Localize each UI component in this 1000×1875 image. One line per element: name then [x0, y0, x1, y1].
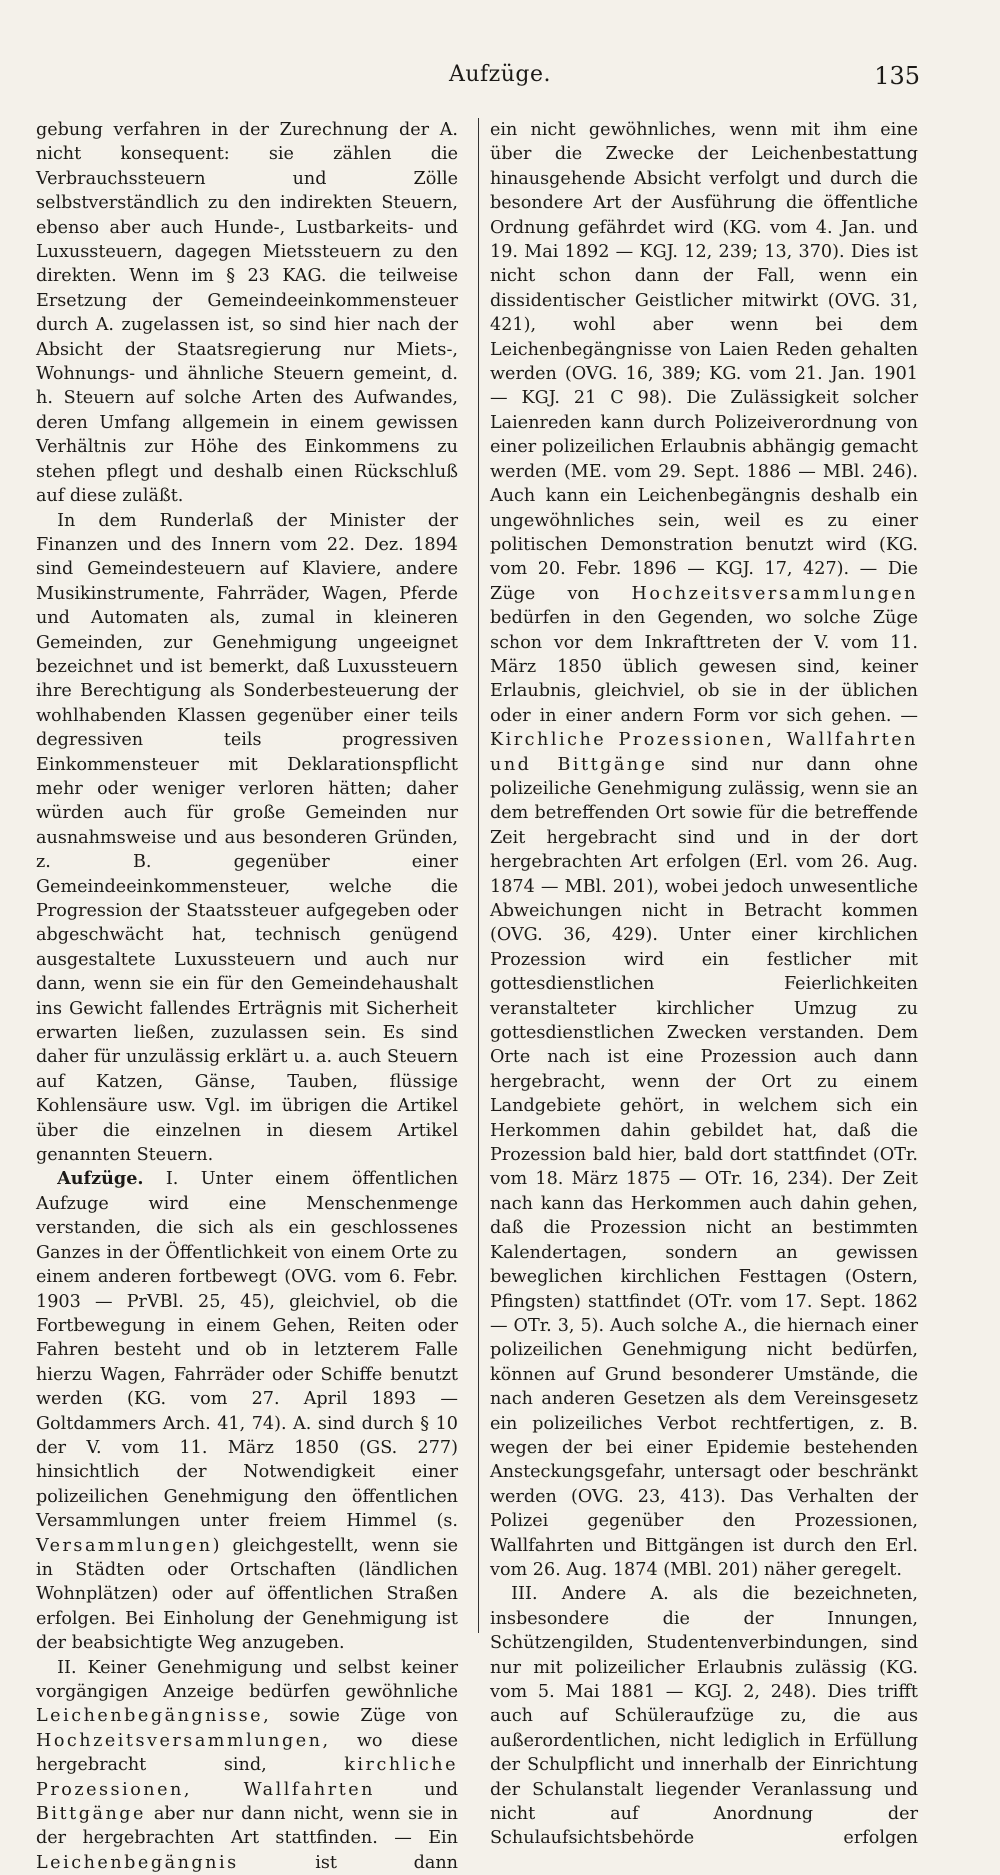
- paragraph-aufzuege-iii: III. Andere A. als die bezeichneten, insbesondere die der Innungen, Schützengilden, Studentenverbindungen, sind nur mit polizeilicher Erlaubnis zulässig (KG. vom 5. Mai 1881 — KGJ. 2, 248). Dies trifft auch auf Schüleraufzüge zu, die aus außerordentlichen, nicht lediglich in Erfüllung der Schulpflicht und innerhalb der Einrichtung der Schulanstalt liegender Veranlassung und nicht auf Anordnung der Schulaufsichtsbehörde erfolgen: [490, 1584, 918, 1849]
- spaced-term: kirchliche Prozessionen, Wallfahrten: [36, 1755, 458, 1800]
- text-segment: , sowie Züge von: [263, 1706, 458, 1727]
- text-segment: ) gleichgestellt, wenn sie in Städten oder Ortschaften (ländlichen Wohnplätzen) oder auf öffentlichen Straßen erfolgen. Bei Einholung der Genehmigung ist der beabsichtigte Weg anzugeben.: [36, 1535, 458, 1654]
- entry-heading: Aufzüge.: [57, 1168, 144, 1190]
- text-segment: , wo diese hergebracht sind,: [36, 1730, 458, 1776]
- spaced-term: Leichenbegängnis: [36, 1852, 239, 1873]
- text-segment: II. Keiner Genehmigung und selbst keiner vorgängigen Anzeige bedürfen gewöhnliche: [36, 1657, 458, 1702]
- paragraph-luxury-tax-continuation: gebung verfahren in der Zurechnung der A. nicht konsequent: sie zählen die Verbrauchssteuern und Zölle selbstverständlich zu den indirekten Steuern, ebenso aber auch Hunde-, Lustbarkeits- und Luxussteuern, dagegen Mietssteuern zu den direkten. Wenn im § 23 KAG. die teilweise Ersetzung der Gemeindeeinkommensteuer durch A. zugelassen ist, so sind hier nach der Absicht der Staatsregierung nur Miets-, Wohnungs- und ähnliche Steuern gemeint, d. h. Steuern auf solche Arten des Aufwandes, deren Umfang allgemein in einem gewissen Verhältnis zur Höhe des Einkommens zu stehen pflegt und deshalb einen Rückschluß auf diese zuläßt.: [36, 120, 458, 507]
- page-number: 135: [874, 62, 920, 90]
- text-segment: ein nicht gewöhnliches, wenn mit ihm eine über die Zwecke der Leichenbestattung hinausgehende Absicht verfolgt und durch die besondere Art der Ausführung die öffentliche Ordnung gefährdet wird (KG. vom 4. Jan. und 19. Mai 1892 — KGJ. 12, 239; 13, 370). Dies ist nicht schon dann der Fall, wenn ein dissidentischer Geistlicher mitwirkt (OVG. 31, 421), wohl aber wenn bei dem Leichenbegängnisse von Laien Reden gehalten werden (OVG. 16, 389; KG. vom 21. Jan. 1901 — KGJ. 21 C 98). Die Zulässigkeit solcher Laienreden kann durch Polizeiverordnung von einer polizeilichen Erlaubnis abhängig gemacht werden (ME. vom 29. Sept. 1886 — MBl. 246). Auch kann ein Leichenbegängnis deshalb ein ungewöhnliches sein, weil es zu einer politischen Demonstration benutzt wird (KG. vom 20. Febr. 1896 — KGJ. 17, 427). — Die Züge von: [490, 120, 918, 604]
- text-segment: sind nur dann ohne polizeiliche Genehmigung zulässig, wenn sie an dem betreffenden Ort sowie für die betreffende Zeit hergebracht sind und in der dort hergebrachten Art erfolgen (Erl. vom 26. Aug. 1874 — MBl. 201), wobei jedoch unwesentliche Abweichungen nicht in Betracht kommen (OVG. 36, 429). Unter einer kirchlichen Prozession wird ein festlicher mit gottesdienstlichen Feierlichkeiten veranstalteter kirchlicher Umzug zu gottesdienstlichen Zwecken verstanden. Dem Orte nach ist eine Prozession auch dann hergebracht, wenn der Ort zu einem Landgebiete gehört, in welchem sich ein Herkommen dahin gebildet hat, daß die Prozession bald hier, bald dort stattfindet (OTr. vom 18. März 1875 — OTr. 16, 234). Der Zeit nach kann das Herkommen auch dahin gehen, daß die Prozession nicht an bestimmten Kalendertagen, sondern an gewissen beweglichen kirchlichen Festtagen (Ostern, Pfingsten) stattfindet (OTr. vom 17. Sept. 1862 — OTr. 3, 5). Auch solche A., die hiernach einer polizeilichen Genehmigung nicht bedürfen, können auf Grund besonderer Umstände, die nach anderen Gesetzen als dem Vereinsgesetz ein polizeiliches Verbot rechtfertigen, z. B. wegen der bei einer Epidemie bestehenden Ansteckungsgefahr, untersagt oder beschränkt werden (OVG. 23, 413). Das Verhalten der Polizei gegenüber den Prozessionen, Wallfahrten und Bittgängen ist durch den Erl. vom 26. Aug. 1874 (MBl. 201) näher geregelt.: [490, 754, 918, 1580]
- paragraph-runderlass: In dem Runderlaß der Minister der Finanzen und des Innern vom 22. Dez. 1894 sind Gemeindesteuern auf Klaviere, andere Musikinstrumente, Fahrräder, Wagen, Pferde und Automaten als, zumal in kleineren Gemeinden, zur Genehmigung ungeeignet bezeichnet und ist bemerkt, daß Luxussteuern ihre Berechtigung als Sonderbesteuerung der wohlhabenden Klassen gegenüber einer teils degressiven teils progressiven Einkommensteuer mit Deklarationspflicht mehr oder weniger verloren hätten; daher würden auch für große Gemeinden nur ausnahmsweise und aus besonderen Gründen, z. B. gegenüber einer Gemeindeeinkommensteuer, welche die Progression der Staatssteuer aufgegeben oder abgeschwächt hat, technisch genügend ausgestaltete Luxussteuern und auch nur dann, wenn sie ein für den Gemeindehaushalt ins Gewicht fallendes Erträgnis mit Sicherheit erwarten ließen, zuzulassen sein. Es sind daher für unzulässig erklärt u. a. auch Steuern auf Katzen, Gänse, Tauben, flüssige Kohlensäure usw. Vgl. im übrigen die Artikel über die einzelnen in diesem Artikel genannten Steuern.: [36, 510, 458, 1166]
- text-segment: und: [424, 1779, 458, 1800]
- spaced-term: Versammlungen: [36, 1535, 213, 1556]
- left-column: [36, 118, 458, 1875]
- spaced-term: Hochzeitsversammlungen: [631, 583, 918, 604]
- text-segment: I. Unter einem öffentlichen Aufzuge wird eine Menschenmenge verstanden, die sich als ein geschlossenes Ganzes in der Öffentlichkeit von einem Orte zu einem anderen fortbewegt (OVG. vom 6. Febr. 1903 — PrVBl. 25, 45), gleichviel, ob die Fortbewegung in einem Gehen, Reiten oder Fahren besteht und ob in letzterem Falle hierzu Wagen, Fahrräder oder Schiffe benutzt werden (KG. vom 27. April 1893 — Goltdammers Arch. 41, 74). A. sind durch § 10 der V. vom 11. März 1850 (GS. 277) hinsichtlich der Notwendigkeit einer polizeilichen Genehmigung den öffentlichen Versammlungen unter freiem Himmel (s.: [36, 1169, 458, 1532]
- spaced-term: Leichenbegängnisse: [36, 1706, 264, 1727]
- spaced-term: Bittgänge: [36, 1804, 146, 1825]
- paragraph-aufzuege-i: [36, 1167, 458, 1655]
- paragraph-aufzuege-ii: [36, 1656, 458, 1875]
- text-segment: bedürfen in den Gegenden, wo solche Züge schon vor dem Inkrafttreten der V. vom 11. März 1850 üblich gewesen sind, keiner Erlaubnis, gleichviel, ob sie in der üblichen oder in einer andern Form vor sich gehen. —: [490, 608, 918, 726]
- text-segment: ist dann: [315, 1852, 458, 1873]
- right-column: [478, 118, 918, 1851]
- text-segment: aber nur dann nicht, wenn sie in der hergebrachten Art stattfinden. — Ein: [36, 1804, 458, 1849]
- spaced-term: Kirchliche Prozessionen, Wallfahrten und Bittgänge: [490, 730, 918, 775]
- paragraph-leichenbegaengnis: [490, 118, 918, 1582]
- spaced-term: Hochzeitsversammlungen: [36, 1730, 323, 1751]
- running-head: Aufzüge.: [448, 62, 552, 87]
